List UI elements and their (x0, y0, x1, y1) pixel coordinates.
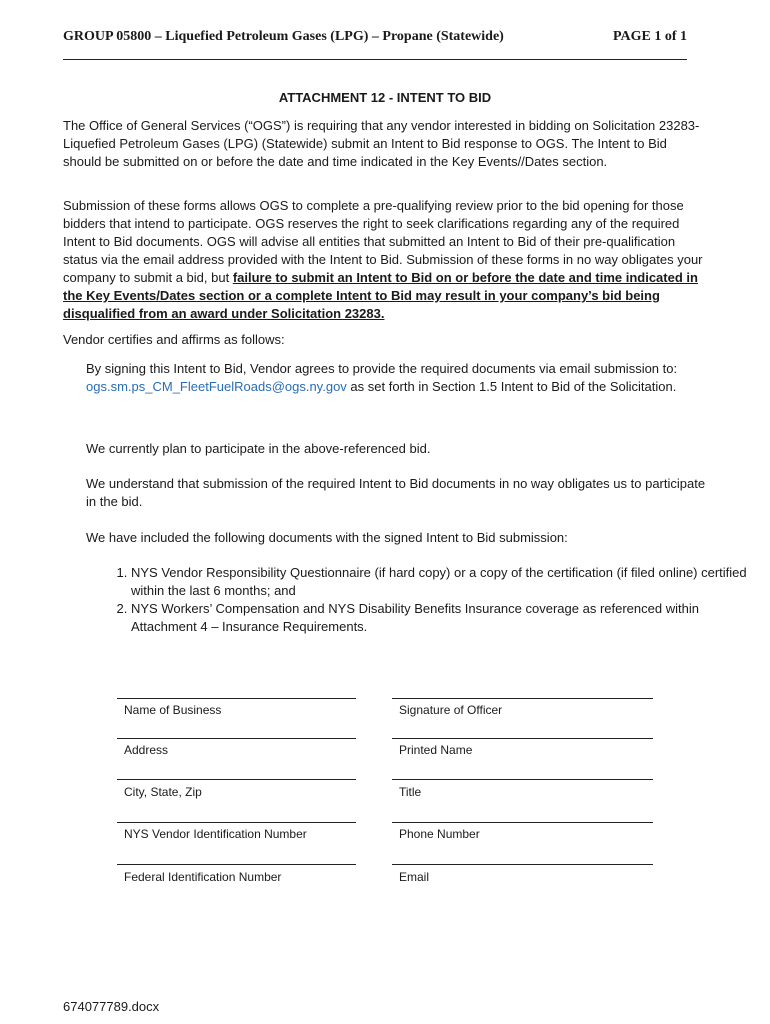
submission-paragraph (63, 197, 703, 323)
name-of-business-label: Name of Business (124, 703, 222, 717)
email-line[interactable] (392, 864, 653, 865)
understand-statement: We understand that submission of the required Intent to Bid documents in no way obligates us to participate in the bid. (86, 476, 706, 509)
header-page-number: PAGE 1 of 1 (612, 29, 687, 44)
phone-number-line[interactable] (392, 822, 653, 823)
signing-text-before: By signing this Intent to Bid, Vendor agrees to provide the required documents via email submission to: (86, 361, 678, 376)
plan-statement: We currently plan to participate in the above-referenced bid. (86, 441, 431, 456)
list-item: 1. NYS Vendor Responsibility Questionnaire (if hard copy) or a copy of the certification (if filed online) certified within the last 6 months; and (131, 564, 751, 600)
title-line[interactable] (392, 779, 653, 780)
submission-email-link[interactable]: ogs.sm.ps_CM_FleetFuelRoads@ogs.ny.gov (86, 379, 347, 394)
signature-of-officer-line[interactable] (392, 698, 653, 699)
certifies-line: Vendor certifies and affirms as follows: (63, 332, 285, 347)
name-of-business-line[interactable] (117, 698, 356, 699)
included-statement: We have included the following documents with the signed Intent to Bid submission: (86, 530, 568, 545)
printed-name-label: Printed Name (399, 743, 473, 757)
address-label: Address (124, 743, 169, 757)
federal-id-label: Federal Identification Number (124, 870, 282, 884)
signing-paragraph (86, 360, 706, 396)
page-header (63, 29, 687, 60)
printed-name-line[interactable] (392, 738, 653, 739)
required-documents-list (86, 564, 751, 636)
document-filename: 674077789.docx (63, 999, 160, 1014)
vendor-id-line[interactable] (117, 822, 356, 823)
header-title: GROUP 05800 – Liquefied Petroleum Gases (LPG) – Propane (Statewide) (63, 29, 504, 44)
email-label: Email (399, 870, 430, 884)
federal-id-line[interactable] (117, 864, 356, 865)
vendor-id-label: NYS Vendor Identification Number (124, 827, 307, 841)
signature-of-officer-label: Signature of Officer (399, 703, 503, 717)
phone-number-label: Phone Number (399, 827, 480, 841)
submission-text: Submission of these forms allows OGS to complete a pre-qualifying review prior to the bid opening for those bidders that intend to participate. OGS reserves the right to seek clarifications regarding any of the required Intent to Bid documents. OGS will advise all entities that submitted an Intent to Bid of their pre-qualification status via the email address provided with the Intent to Bid. Submission of these forms in no way obligates your company to submit a bid, but (63, 198, 703, 285)
list-item: 2. NYS Workers’ Compensation and NYS Disability Benefits Insurance coverage as referenced within Attachment 4 – Insurance Requirements. (131, 600, 751, 636)
title-label: Title (399, 785, 422, 799)
disqualification-warning: failure to submit an Intent to Bid on or before the date and time indicated in the Key Events/Dates section or a complete Intent to Bid may result in your company’s bid being disqualified from an award under Solicitation 23283. (63, 270, 698, 321)
address-line[interactable] (117, 738, 356, 739)
document-title: ATTACHMENT 12 - INTENT TO BID (278, 90, 492, 105)
city-state-zip-label: City, State, Zip (124, 785, 202, 799)
city-state-zip-line[interactable] (117, 779, 356, 780)
signing-text-after: as set forth in Section 1.5 Intent to Bid of the Solicitation. (346, 379, 677, 394)
intro-paragraph: The Office of General Services (“OGS”) is requiring that any vendor interested in bidding on Solicitation 23283- Liquefied Petroleum Gases (LPG) (Statewide) submit an Intent to Bid response to OGS. The Intent to Bid should be submitted on or before the date and time indicated in the Key Events//Dates section. (63, 118, 700, 169)
